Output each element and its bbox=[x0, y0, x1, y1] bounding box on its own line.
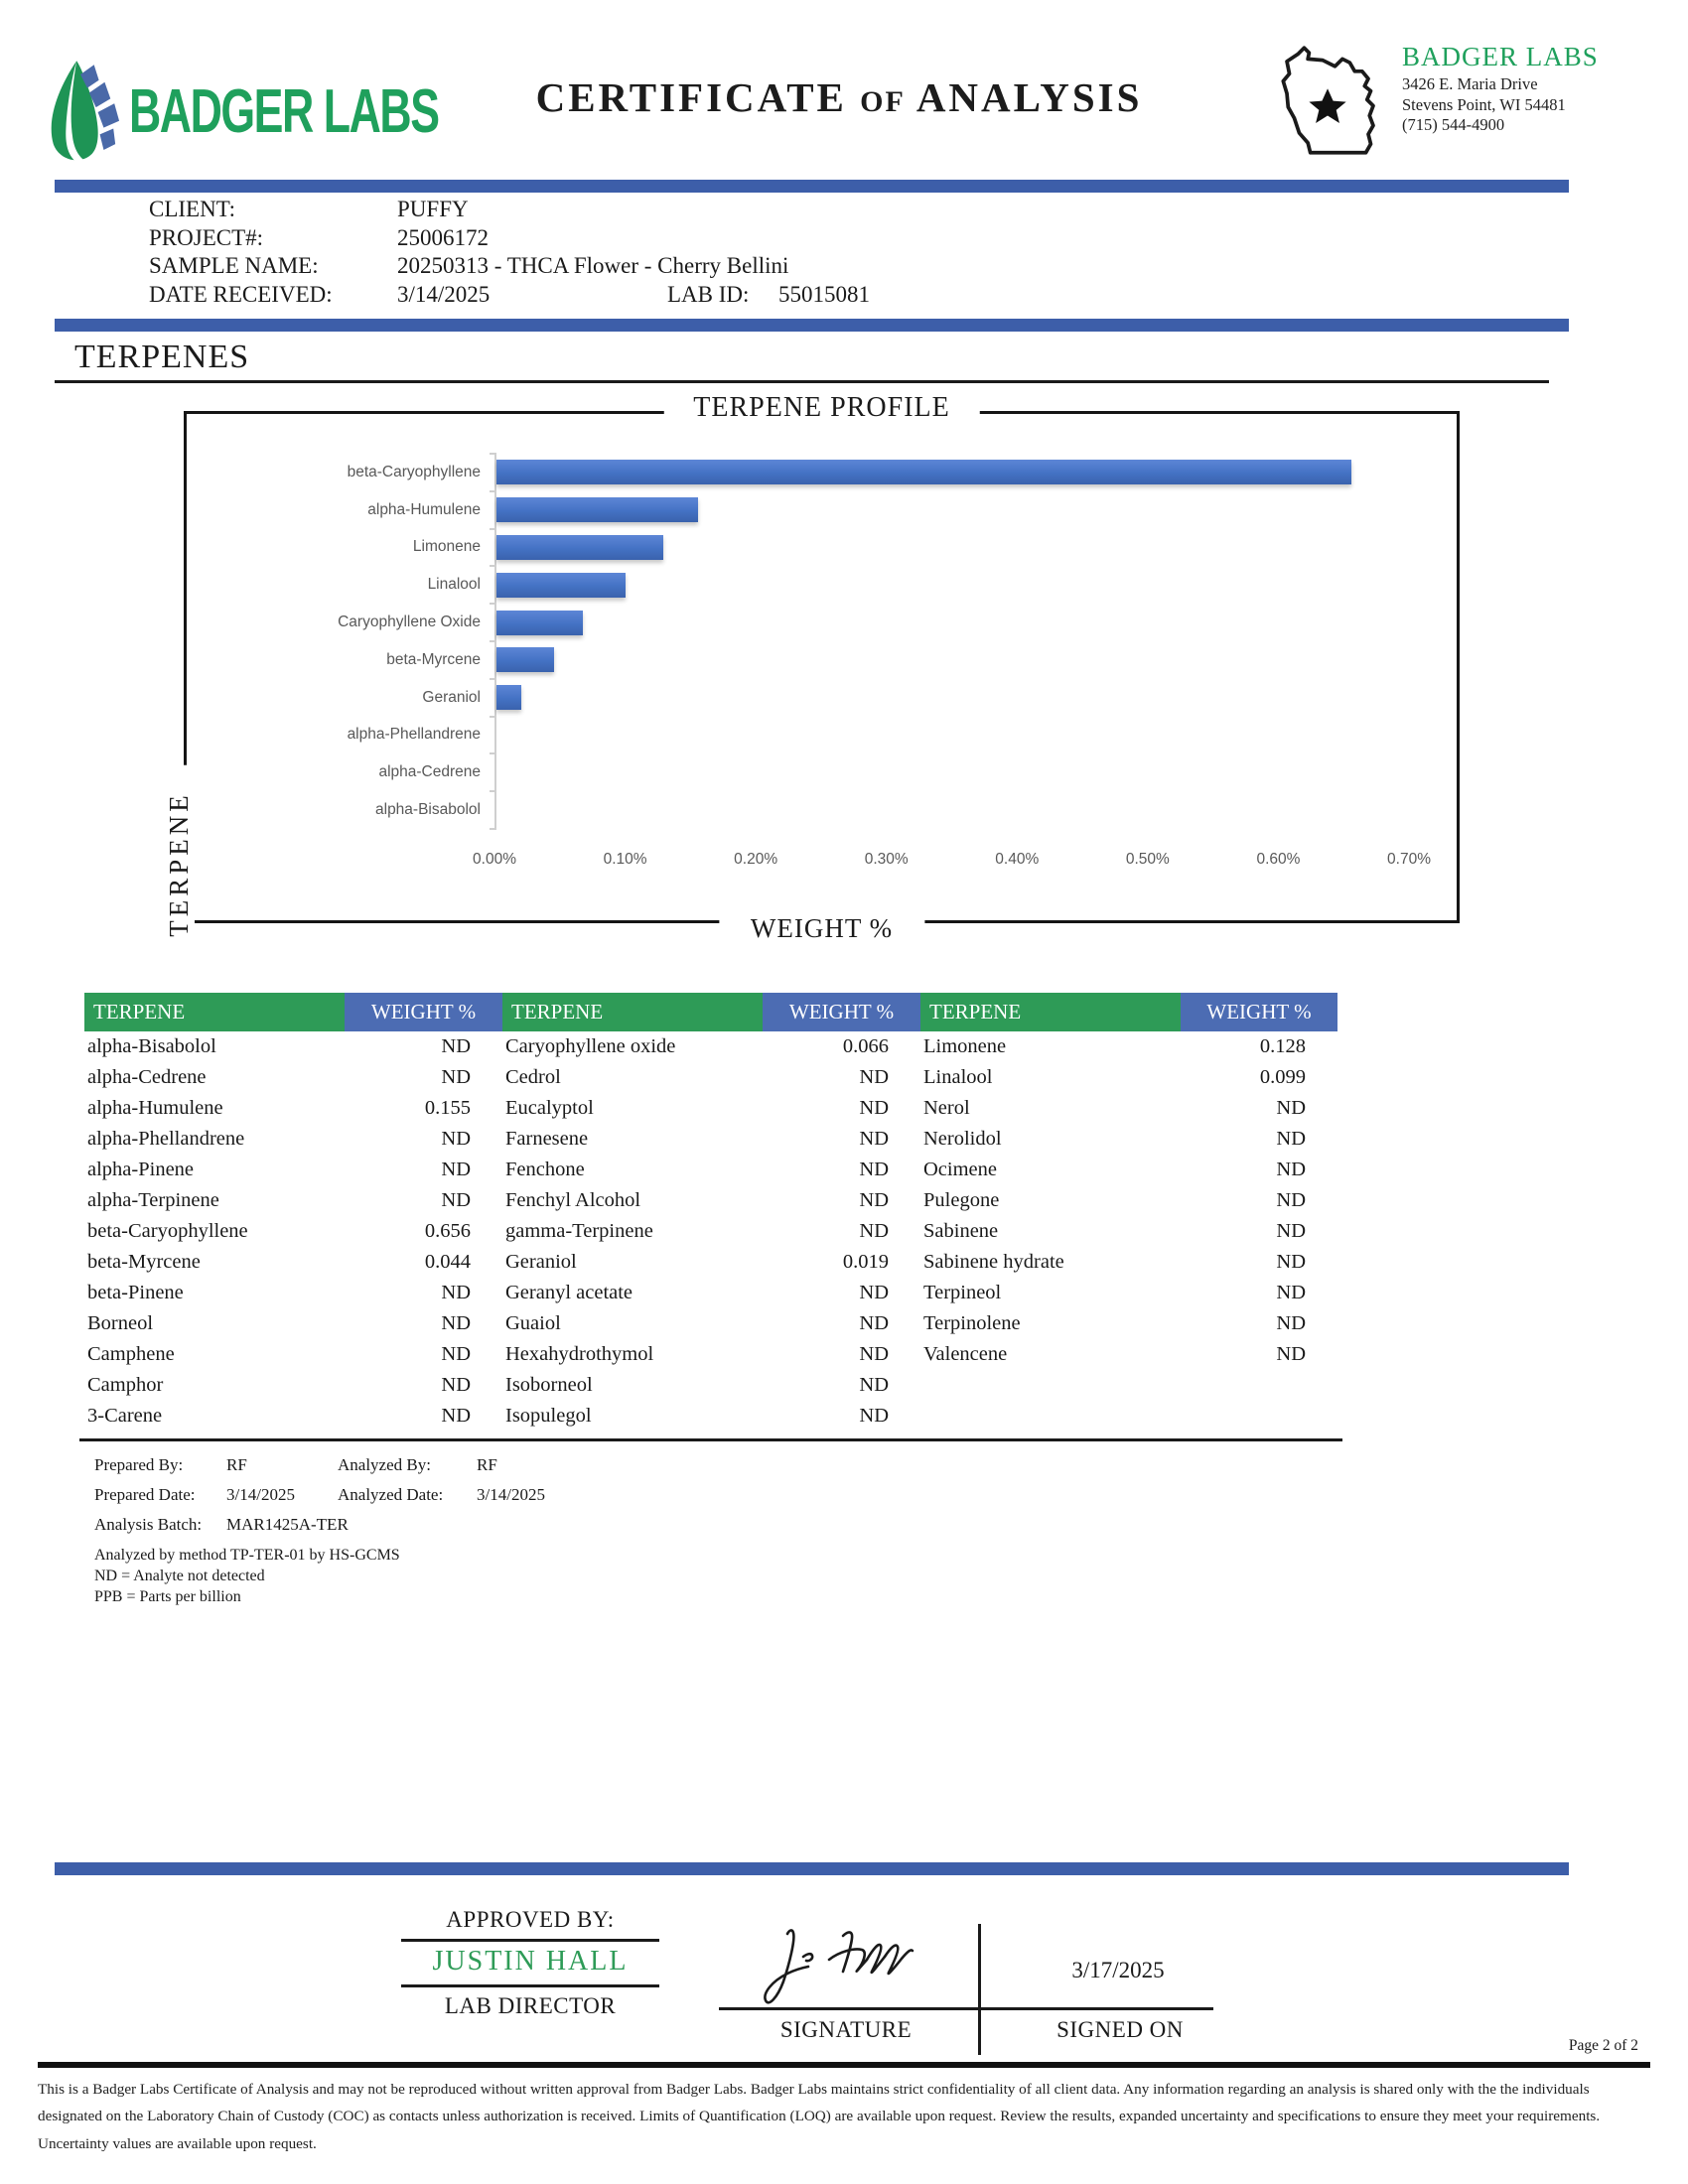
table-cell-weight-value: ND bbox=[1276, 1343, 1306, 1365]
chart-x-tick-label: 0.50% bbox=[1125, 851, 1170, 868]
client-value: PUFFY bbox=[397, 197, 469, 221]
project-value: 25006172 bbox=[397, 224, 489, 250]
prepared-by-value: RF bbox=[226, 1455, 247, 1474]
table-cell-weight-value: ND bbox=[441, 1035, 471, 1057]
sample-row bbox=[149, 252, 1241, 281]
footer-disclaimer: This is a Badger Labs Certificate of Analysis and may not be reproduced without written approval from Badger Labs. Badger Labs maintains strict confidentiality of all client data. Any information regarding an analysis is shared only with the the individuals designated on the Laboratory Chain of Custody (COC) as contacts unless authorization is received. Limits of Quantification (LOQ) are available upon request. Review the results, expanded uncertainty and specifications to ensure they meet your requirements. Uncertainty values are available upon request. bbox=[38, 2081, 1601, 2152]
table-cell-terpene-name: Ocimene bbox=[923, 1159, 997, 1180]
table-cell-weight-value: ND bbox=[859, 1128, 889, 1150]
chart-row bbox=[244, 454, 1409, 491]
method-note: Analyzed by method TP-TER-01 by HS-GCMS bbox=[94, 1547, 400, 1564]
table-cell-weight-value: ND bbox=[859, 1220, 889, 1242]
chart-bar bbox=[496, 535, 663, 560]
table-cell-terpene-name: Nerol bbox=[923, 1097, 970, 1119]
chart-x-tick-label: 0.70% bbox=[1387, 851, 1431, 868]
footer-rule bbox=[38, 2062, 1650, 2068]
table-cell-weight-value: ND bbox=[1276, 1159, 1306, 1180]
chart-category-label: alpha-Phellandrene bbox=[347, 726, 481, 744]
terpene-profile-chart bbox=[164, 392, 1460, 943]
approved-by-block bbox=[401, 1907, 659, 2019]
chart-y-axis-label: TERPENE bbox=[164, 765, 195, 963]
table-cell-weight-value: 0.155 bbox=[424, 1097, 471, 1119]
chart-category-label: Geraniol bbox=[422, 688, 481, 706]
date-received-row bbox=[149, 281, 1241, 310]
client-info-block bbox=[149, 196, 1241, 309]
chart-row bbox=[244, 717, 1409, 754]
divider-bar-client bbox=[55, 319, 1569, 332]
table-cell-weight-value: ND bbox=[1276, 1128, 1306, 1150]
lab-contact-block bbox=[1269, 42, 1599, 159]
table-cell-weight-value: 0.066 bbox=[842, 1035, 889, 1057]
chart-x-axis-label: WEIGHT % bbox=[719, 913, 924, 944]
table-cell-weight-value: ND bbox=[441, 1189, 471, 1211]
chart-row bbox=[244, 753, 1409, 791]
project-label: PROJECT#: bbox=[149, 224, 264, 250]
lab-id-label: LAB ID: bbox=[667, 281, 750, 307]
chart-category-label: beta-Caryophyllene bbox=[347, 463, 481, 480]
signature-icon bbox=[760, 1926, 943, 2010]
table-cell-terpene-name: Cedrol bbox=[505, 1066, 561, 1088]
table-cell-weight-value: 0.019 bbox=[842, 1251, 889, 1273]
table-cell-terpene-name: Geranyl acetate bbox=[505, 1282, 633, 1303]
table-cell-weight-value: ND bbox=[1276, 1189, 1306, 1211]
sample-label: SAMPLE NAME: bbox=[149, 253, 319, 278]
chart-bar-track bbox=[494, 491, 1409, 529]
table-header-weight: WEIGHT % bbox=[345, 993, 502, 1031]
table-cell-weight-value: ND bbox=[859, 1312, 889, 1334]
table-cell-weight-value: ND bbox=[859, 1282, 889, 1303]
table-cell-weight-value: ND bbox=[1276, 1251, 1306, 1273]
chart-category-label: Caryophyllene Oxide bbox=[338, 614, 481, 631]
chart-bar-track bbox=[494, 604, 1409, 641]
chart-title: TERPENE PROFILE bbox=[663, 392, 979, 424]
table-cell-terpene-name bbox=[920, 1401, 1181, 1432]
table-cell-weight-value: 0.099 bbox=[1259, 1066, 1306, 1088]
table-header-weight: WEIGHT % bbox=[763, 993, 920, 1031]
chart-bar bbox=[496, 611, 583, 635]
badger-labs-logo bbox=[44, 56, 559, 167]
logo-wordmark: BADGER LABS bbox=[129, 76, 439, 146]
table-cell-terpene-name: Fenchyl Alcohol bbox=[505, 1189, 641, 1211]
client-label: CLIENT: bbox=[149, 197, 236, 221]
chart-bar-track bbox=[494, 641, 1409, 679]
approver-role: LAB DIRECTOR bbox=[444, 1993, 617, 2018]
table-cell-weight-value: ND bbox=[859, 1097, 889, 1119]
chart-bar-track bbox=[494, 529, 1409, 567]
table-cell-terpene-name: Isopulegol bbox=[505, 1405, 592, 1427]
chart-category-label: alpha-Bisabolol bbox=[375, 801, 481, 819]
approved-by-rule-top bbox=[401, 1939, 659, 1942]
table-cell-weight-value: ND bbox=[441, 1343, 471, 1365]
lab-id-value: 55015081 bbox=[778, 281, 870, 307]
chart-category-label: alpha-Cedrene bbox=[378, 763, 481, 781]
table-cell-weight-value: ND bbox=[859, 1374, 889, 1396]
table-cell-terpene-name: 3-Carene bbox=[87, 1405, 163, 1427]
approved-by-rule-bottom bbox=[401, 1984, 659, 1987]
table-header-weight: WEIGHT % bbox=[1181, 993, 1337, 1031]
client-row bbox=[149, 196, 1241, 224]
divider-bar-top bbox=[55, 180, 1569, 193]
lab-address-line1: 3426 E. Maria Drive bbox=[1402, 74, 1538, 93]
table-cell-weight-value: ND bbox=[1276, 1282, 1306, 1303]
chart-row bbox=[244, 679, 1409, 717]
table-header-terpene: TERPENE bbox=[920, 993, 1181, 1031]
table-cell-terpene-name: alpha-Cedrene bbox=[87, 1066, 207, 1088]
table-cell-terpene-name: Nerolidol bbox=[923, 1128, 1002, 1150]
leaf-logo-icon bbox=[44, 56, 121, 167]
table-cell-terpene-name: Isoborneol bbox=[505, 1374, 593, 1396]
table-header-terpene: TERPENE bbox=[84, 993, 345, 1031]
table-cell-terpene-name: Pulegone bbox=[923, 1189, 1000, 1211]
chart-bar bbox=[496, 573, 626, 598]
table-cell-terpene-name: alpha-Pinene bbox=[87, 1159, 195, 1180]
title-of: OF bbox=[860, 85, 906, 118]
table-cell-terpene-name: gamma-Terpinene bbox=[505, 1220, 653, 1242]
table-cell-terpene-name: Caryophyllene oxide bbox=[505, 1035, 676, 1057]
table-cell-weight-value bbox=[1181, 1370, 1337, 1401]
table-cell-terpene-name: Camphene bbox=[87, 1343, 175, 1365]
chart-bar bbox=[496, 647, 554, 672]
table-cell-terpene-name: Camphor bbox=[87, 1374, 164, 1396]
chart-category-label: beta-Myrcene bbox=[386, 650, 481, 668]
table-cell-terpene-name: Linalool bbox=[923, 1066, 993, 1088]
signed-on-label: SIGNED ON bbox=[1056, 2017, 1184, 2042]
chart-bar bbox=[496, 497, 698, 522]
table-cell-terpene-name: alpha-Humulene bbox=[87, 1097, 223, 1119]
chart-x-tick-label: 0.20% bbox=[734, 851, 778, 868]
chart-bar-track bbox=[494, 753, 1409, 791]
table-cell-terpene-name: Geraniol bbox=[505, 1251, 577, 1273]
table-cell-weight-value: 0.044 bbox=[424, 1251, 471, 1273]
chart-row bbox=[244, 491, 1409, 529]
table-cell-weight-value: ND bbox=[859, 1405, 889, 1427]
date-received-label: DATE RECEIVED: bbox=[149, 281, 333, 307]
project-row bbox=[149, 224, 1241, 253]
lab-name: BADGER LABS bbox=[1402, 42, 1599, 71]
chart-category-label: Limonene bbox=[412, 538, 481, 556]
signature-label: SIGNATURE bbox=[779, 2017, 913, 2042]
nd-note: ND = Analyte not detected bbox=[94, 1568, 265, 1585]
table-cell-weight-value bbox=[1181, 1401, 1337, 1432]
analyzed-date-value: 3/14/2025 bbox=[477, 1485, 545, 1504]
table-cell-terpene-name: beta-Myrcene bbox=[87, 1251, 201, 1273]
chart-row bbox=[244, 641, 1409, 679]
chart-bar-track bbox=[494, 717, 1409, 754]
table-cell-weight-value: ND bbox=[441, 1405, 471, 1427]
signed-on-date: 3/17/2025 bbox=[1071, 1958, 1165, 1982]
table-cell-terpene-name: Eucalyptol bbox=[505, 1097, 594, 1119]
table-cell-weight-value: ND bbox=[1276, 1312, 1306, 1334]
chart-category-label: Linalool bbox=[427, 576, 481, 594]
analyzed-by-value: RF bbox=[477, 1455, 497, 1474]
table-cell-terpene-name: alpha-Bisabolol bbox=[87, 1035, 216, 1057]
wisconsin-map-icon bbox=[1269, 42, 1396, 159]
chart-bar-track bbox=[494, 791, 1409, 829]
signature-vertical-divider bbox=[978, 1924, 981, 2055]
signature-rule bbox=[719, 2007, 1213, 2010]
table-cell-terpene-name: Sabinene bbox=[923, 1220, 999, 1242]
page-number: Page 2 of 2 bbox=[1568, 2037, 1638, 2054]
table-cell-weight-value: ND bbox=[1276, 1220, 1306, 1242]
table-cell-weight-value: ND bbox=[859, 1343, 889, 1365]
table-cell-weight-value: ND bbox=[859, 1159, 889, 1180]
table-cell-weight-value: ND bbox=[859, 1066, 889, 1088]
table-cell-terpene-name: Borneol bbox=[87, 1312, 154, 1334]
analyzed-date-label: Analyzed Date: bbox=[338, 1485, 444, 1504]
table-cell-weight-value: ND bbox=[441, 1128, 471, 1150]
chart-bar-track bbox=[494, 679, 1409, 717]
title-part1: CERTIFICATE bbox=[535, 74, 847, 120]
table-cell-terpene-name: Farnesene bbox=[505, 1128, 589, 1150]
table-cell-weight-value: ND bbox=[859, 1189, 889, 1211]
chart-x-tick-label: 0.00% bbox=[473, 851, 516, 868]
table-cell-terpene-name: Valencene bbox=[923, 1343, 1008, 1365]
table-cell-terpene-name: Hexahydrothymol bbox=[505, 1343, 654, 1365]
table-cell-terpene-name: Terpineol bbox=[923, 1282, 1002, 1303]
terpene-results-table bbox=[84, 993, 1337, 1432]
chart-bar-track bbox=[494, 454, 1409, 491]
analysis-batch-label: Analysis Batch: bbox=[94, 1515, 203, 1534]
approved-by-label: APPROVED BY: bbox=[446, 1907, 615, 1932]
table-bottom-rule bbox=[79, 1438, 1342, 1441]
chart-plot-area bbox=[244, 454, 1409, 829]
prepared-by-label: Prepared By: bbox=[94, 1455, 184, 1474]
analysis-info-block bbox=[94, 1455, 545, 1607]
lab-address-line2: Stevens Point, WI 54481 bbox=[1402, 94, 1566, 114]
ppb-note: PPB = Parts per billion bbox=[94, 1588, 241, 1606]
chart-bar-track bbox=[494, 566, 1409, 604]
chart-category-label: alpha-Humulene bbox=[367, 500, 481, 518]
chart-bar bbox=[496, 460, 1351, 484]
chart-row bbox=[244, 604, 1409, 641]
chart-row bbox=[244, 566, 1409, 604]
table-cell-terpene-name: beta-Caryophyllene bbox=[87, 1220, 248, 1242]
prepared-date-value: 3/14/2025 bbox=[226, 1485, 295, 1504]
chart-x-tick-label: 0.10% bbox=[603, 851, 647, 868]
table-cell-terpene-name: Guaiol bbox=[505, 1312, 561, 1334]
chart-row bbox=[244, 529, 1409, 567]
analysis-batch-value: MAR1425A-TER bbox=[226, 1515, 349, 1534]
table-cell-terpene-name: alpha-Terpinene bbox=[87, 1189, 219, 1211]
chart-x-tick-label: 0.30% bbox=[864, 851, 909, 868]
table-cell-terpene-name: Fenchone bbox=[505, 1159, 585, 1180]
table-cell-terpene-name: alpha-Phellandrene bbox=[87, 1128, 245, 1150]
table-cell-weight-value: ND bbox=[441, 1312, 471, 1334]
table-cell-weight-value: 0.656 bbox=[424, 1220, 471, 1242]
divider-bar-footer bbox=[55, 1862, 1569, 1875]
chart-x-ticks bbox=[473, 851, 1431, 875]
table-cell-terpene-name bbox=[920, 1370, 1181, 1401]
chart-bar bbox=[496, 685, 521, 710]
chart-row bbox=[244, 791, 1409, 829]
table-cell-terpene-name: beta-Pinene bbox=[87, 1282, 184, 1303]
table-cell-weight-value: 0.128 bbox=[1259, 1035, 1306, 1057]
table-cell-weight-value: ND bbox=[441, 1374, 471, 1396]
table-cell-terpene-name: Sabinene hydrate bbox=[923, 1251, 1064, 1273]
title-part2: ANALYSIS bbox=[915, 74, 1143, 120]
section-title: TERPENES bbox=[55, 339, 1549, 383]
chart-x-tick-label: 0.40% bbox=[995, 851, 1040, 868]
document-title bbox=[536, 73, 1143, 121]
prepared-date-label: Prepared Date: bbox=[94, 1485, 196, 1504]
lab-phone: (715) 544-4900 bbox=[1402, 115, 1505, 135]
table-cell-weight-value: ND bbox=[441, 1282, 471, 1303]
table-cell-weight-value: ND bbox=[1276, 1097, 1306, 1119]
table-header-terpene: TERPENE bbox=[502, 993, 763, 1031]
table-cell-terpene-name: Terpinolene bbox=[923, 1312, 1021, 1334]
sample-value: 20250313 - THCA Flower - Cherry Bellini bbox=[397, 253, 789, 278]
analyzed-by-label: Analyzed By: bbox=[338, 1455, 431, 1474]
table-cell-weight-value: ND bbox=[441, 1066, 471, 1088]
chart-x-tick-label: 0.60% bbox=[1256, 851, 1301, 868]
date-received-value: 3/14/2025 bbox=[397, 281, 491, 307]
table-cell-terpene-name: Limonene bbox=[923, 1035, 1007, 1057]
approver-name: JUSTIN HALL bbox=[432, 1946, 629, 1977]
table-cell-weight-value: ND bbox=[441, 1159, 471, 1180]
